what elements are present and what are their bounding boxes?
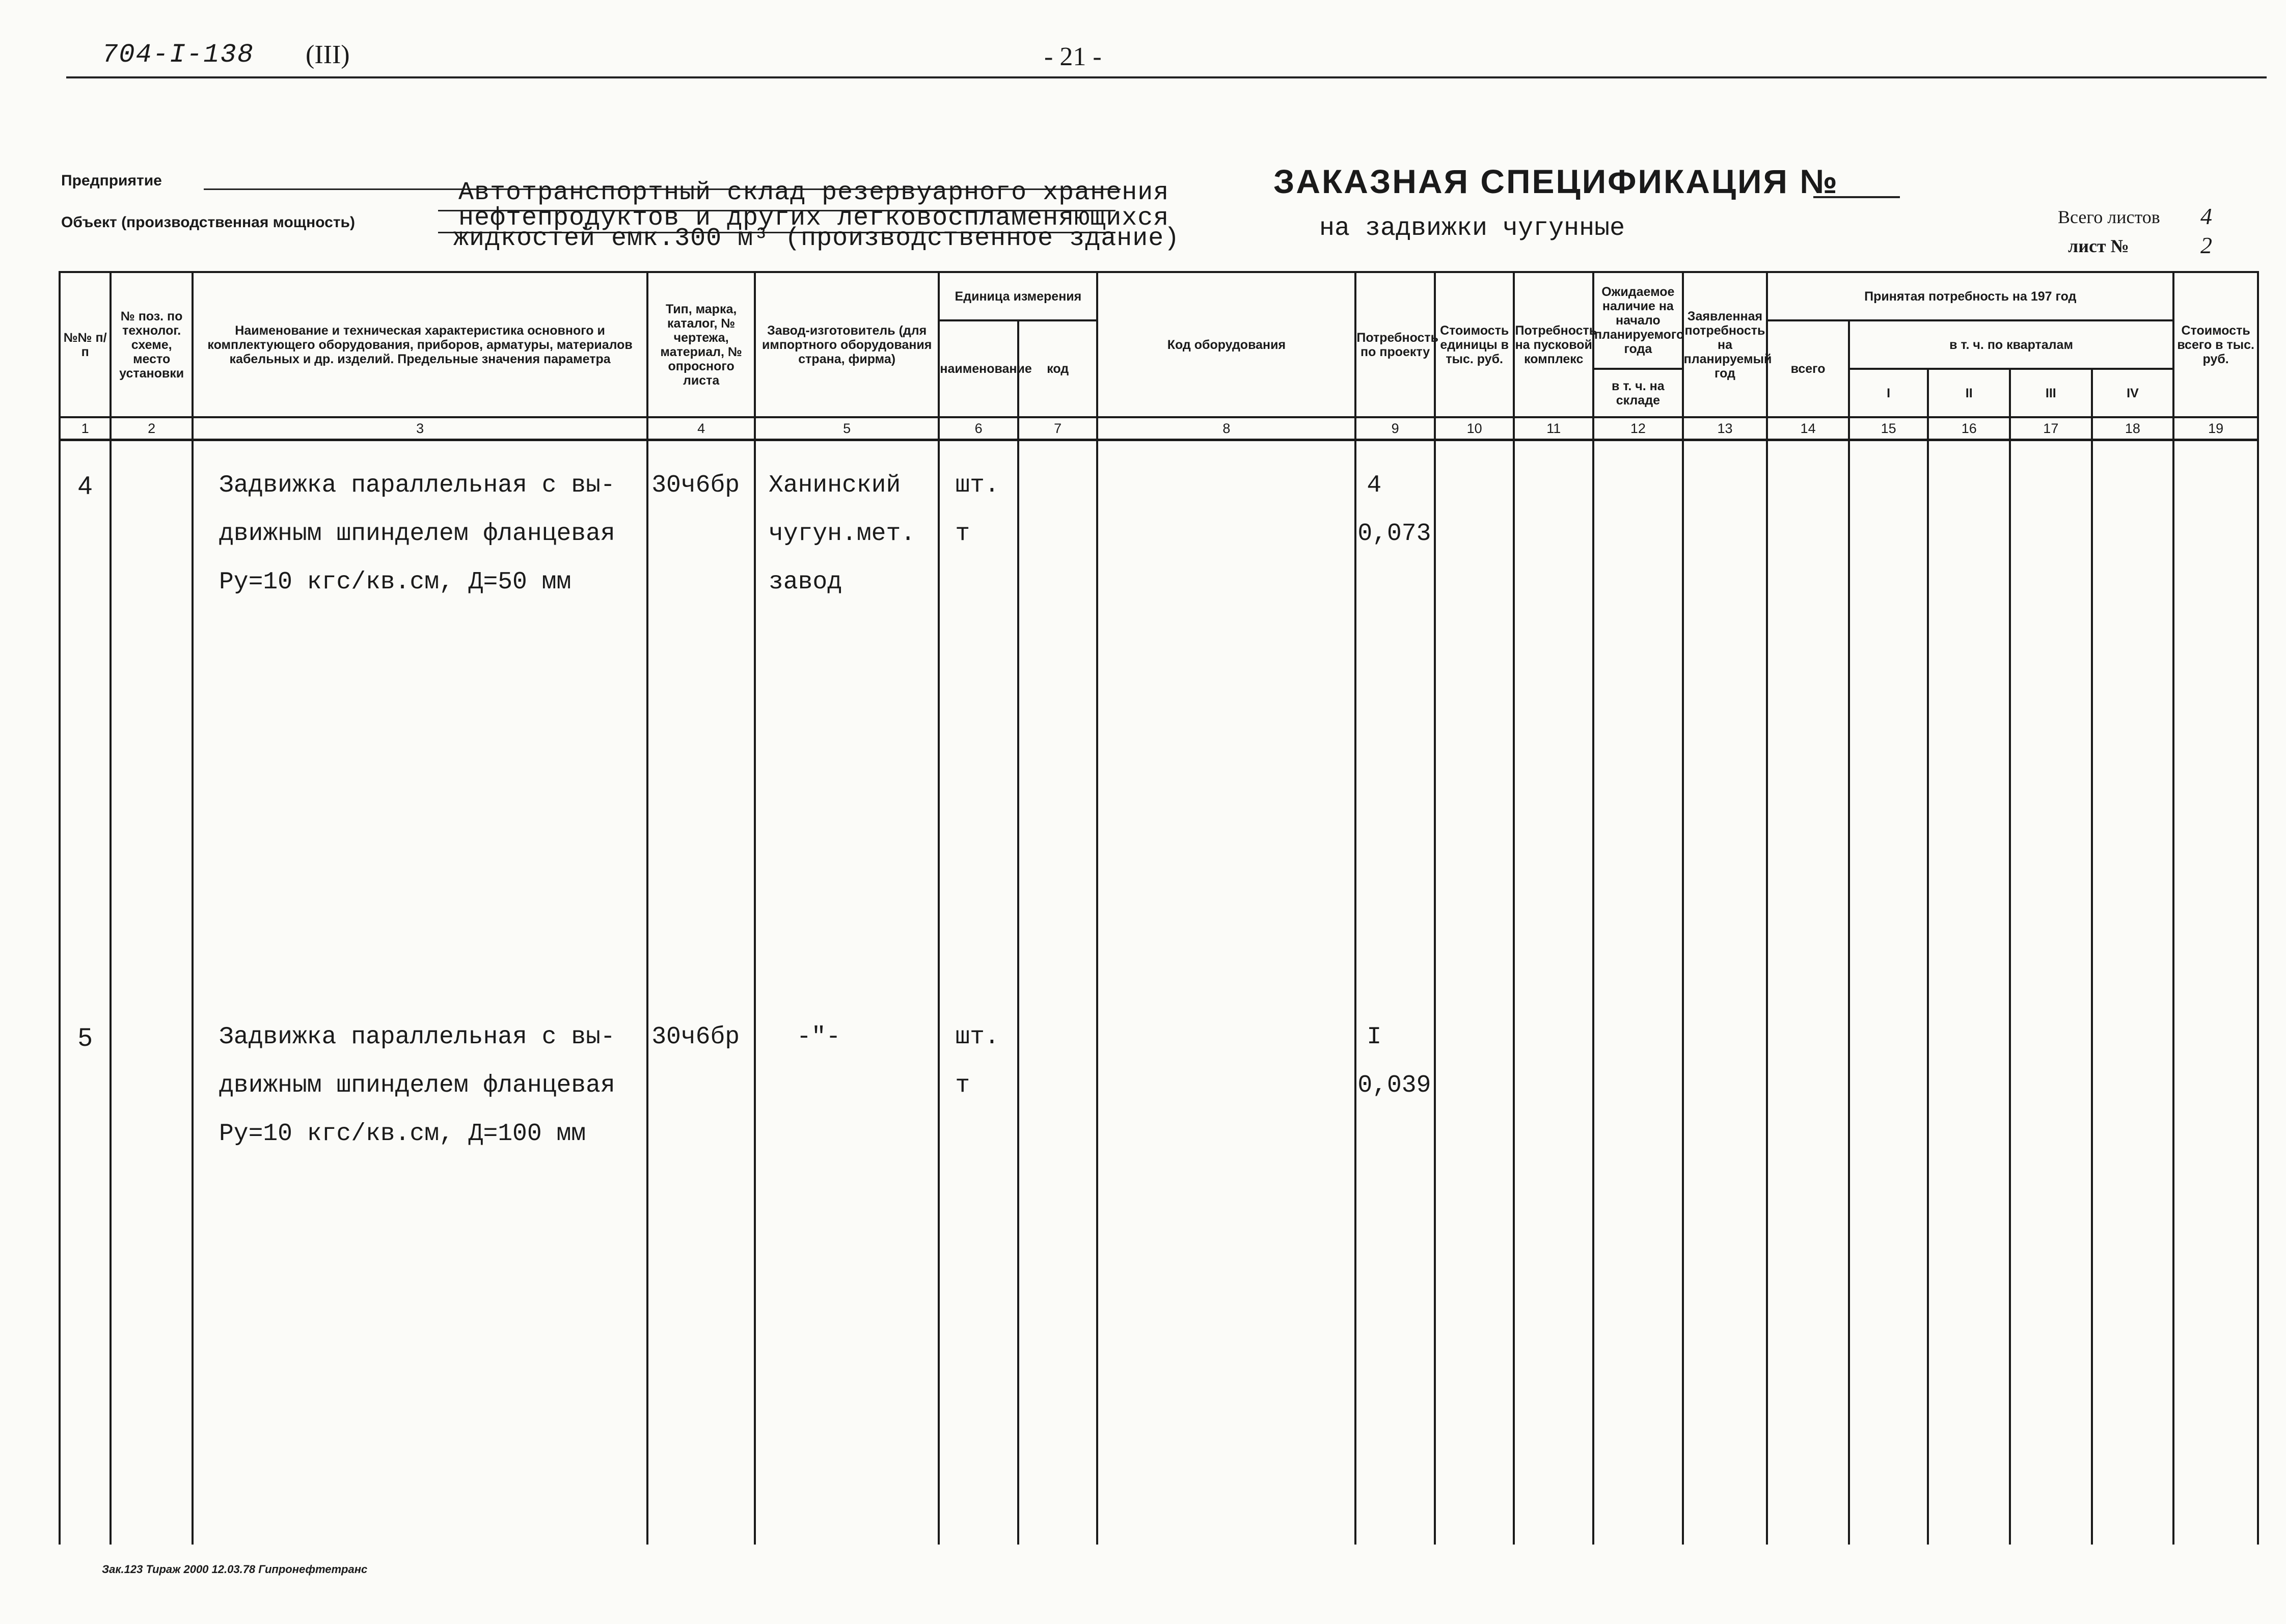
sheets-total-label: Всего листов xyxy=(2058,207,2160,227)
col-header-3: Наименование и техническая характеристика основного и комплектующего оборудования, приборов, арматуры, материалов кабельных и др. изделий. Предельные значения параметра xyxy=(193,272,647,417)
col-header-14: всего xyxy=(1767,320,1849,417)
col-header-1: №№ п/п xyxy=(60,272,111,417)
col-number: 11 xyxy=(1514,417,1593,440)
col-header-15: I xyxy=(1849,369,1928,417)
col-number: 4 xyxy=(647,417,755,440)
object-text-line-3: жидкостей емк.300 м³ (производственное здание) xyxy=(453,224,1180,253)
item-qty-line: 0,073 xyxy=(1357,520,1431,548)
item-name-line: Задвижка параллельная с вы- xyxy=(219,1023,615,1051)
col-header-13: Заявленная потребность на планируемый год xyxy=(1683,272,1767,417)
item-name-line: движным шпинделем фланцевая xyxy=(219,1072,615,1099)
sheet-number-label: лист № xyxy=(2068,236,2129,256)
col-header-9: Потребность по проекту xyxy=(1355,272,1435,417)
spec-number-blank xyxy=(1813,196,1900,198)
item-unit-line: шт. xyxy=(955,1023,999,1051)
item-maker-line: завод xyxy=(769,569,842,596)
document-volume: (III) xyxy=(306,40,350,69)
item-unit-line: т xyxy=(955,1072,970,1099)
table-row xyxy=(60,462,2258,993)
col-header-12-bottom: в т. ч. на складе xyxy=(1593,369,1683,417)
col-number: 19 xyxy=(2173,417,2258,440)
item-name-line: Задвижка параллельная с вы- xyxy=(219,472,615,499)
print-imprint: Зак.123 Тираж 2000 12.03.78 Гипронефтетранс xyxy=(102,1563,368,1576)
col-number: 13 xyxy=(1683,417,1767,440)
col-header-7: код xyxy=(1018,320,1098,417)
item-name-line: Ру=10 кгс/кв.см, Д=100 мм xyxy=(219,1120,586,1148)
col-header-19: Стоимость всего в тыс. руб. xyxy=(2173,272,2258,417)
table-row xyxy=(60,1013,2258,1545)
object-label: Объект (производственная мощность) xyxy=(61,214,355,231)
col-header-5: Завод-изготовитель (для импортного оборудования страна, фирма) xyxy=(755,272,939,417)
sheet-number-value: 2 xyxy=(2200,232,2212,258)
page-number: - 21 - xyxy=(1044,42,1102,71)
top-rule xyxy=(66,76,2267,78)
col-header-2: № поз. по технолог. схеме, место установки xyxy=(111,272,193,417)
enterprise-label: Предприятие xyxy=(61,172,162,189)
item-maker-line: чугун.мет. xyxy=(769,520,916,548)
col-number: 2 xyxy=(111,417,193,440)
col-number: 9 xyxy=(1355,417,1435,440)
col-number: 5 xyxy=(755,417,939,440)
document-code: 704-I-138 xyxy=(102,40,254,70)
col-number: 16 xyxy=(1928,417,2010,440)
col-header-17: III xyxy=(2010,369,2092,417)
item-maker-line: Ханинский xyxy=(769,472,901,499)
item-type: 30ч6бр xyxy=(651,1023,740,1051)
object-text-line-1: Автотранспортный склад резервуарного хранения xyxy=(458,178,1169,207)
col-header-4: Тип, марка, каталог, № чертежа, материал, № опросного листа xyxy=(647,272,755,417)
item-type: 30ч6бр xyxy=(651,472,740,499)
item-qty-line: I xyxy=(1367,1023,1382,1051)
specification-table xyxy=(59,271,2259,1545)
col-number: 8 xyxy=(1097,417,1355,440)
object-text-line-2: нефтепродуктов и других легковоспламеняющихся xyxy=(458,204,1169,233)
item-unit-line: т xyxy=(955,520,970,548)
col-header-6: наименование xyxy=(939,320,1018,417)
col-header-6-7: Единица измерения xyxy=(939,272,1097,320)
col-number: 12 xyxy=(1593,417,1683,440)
col-number: 14 xyxy=(1767,417,1849,440)
sheets-total-value: 4 xyxy=(2200,203,2212,229)
col-number: 17 xyxy=(2010,417,2092,440)
col-header-11: Потребность на пусковой комплекс xyxy=(1514,272,1593,417)
col-number: 3 xyxy=(193,417,647,440)
col-header-15-18: в т. ч. по кварталам xyxy=(1849,320,2173,369)
col-header-18: IV xyxy=(2092,369,2174,417)
item-qty-line: 0,039 xyxy=(1357,1072,1431,1099)
item-unit-line: шт. xyxy=(955,472,999,499)
col-number: 18 xyxy=(2092,417,2174,440)
spec-subject: на задвижки чугунные xyxy=(1319,214,1625,243)
item-maker-line: -"- xyxy=(797,1023,841,1051)
col-number: 10 xyxy=(1435,417,1514,440)
col-number: 6 xyxy=(939,417,1018,440)
row-position: 4 xyxy=(60,462,111,993)
item-qty-line: 4 xyxy=(1367,472,1382,499)
col-header-10: Стоимость единицы в тыс. руб. xyxy=(1435,272,1514,417)
col-number: 15 xyxy=(1849,417,1928,440)
col-header-12-top: Ожидаемое наличие на начало планируемого года xyxy=(1593,272,1683,369)
col-header-8: Код оборудования xyxy=(1097,272,1355,417)
col-number: 1 xyxy=(60,417,111,440)
item-name-line: Ру=10 кгс/кв.см, Д=50 мм xyxy=(219,569,572,596)
col-header-16: II xyxy=(1928,369,2010,417)
spec-title: ЗАКАЗНАЯ СПЕЦИФИКАЦИЯ № xyxy=(1273,163,1839,200)
row-position: 5 xyxy=(60,1013,111,1545)
item-name-line: движным шпинделем фланцевая xyxy=(219,520,615,548)
col-number: 7 xyxy=(1018,417,1098,440)
col-header-14-18: Принятая потребность на 197 год xyxy=(1767,272,2173,320)
